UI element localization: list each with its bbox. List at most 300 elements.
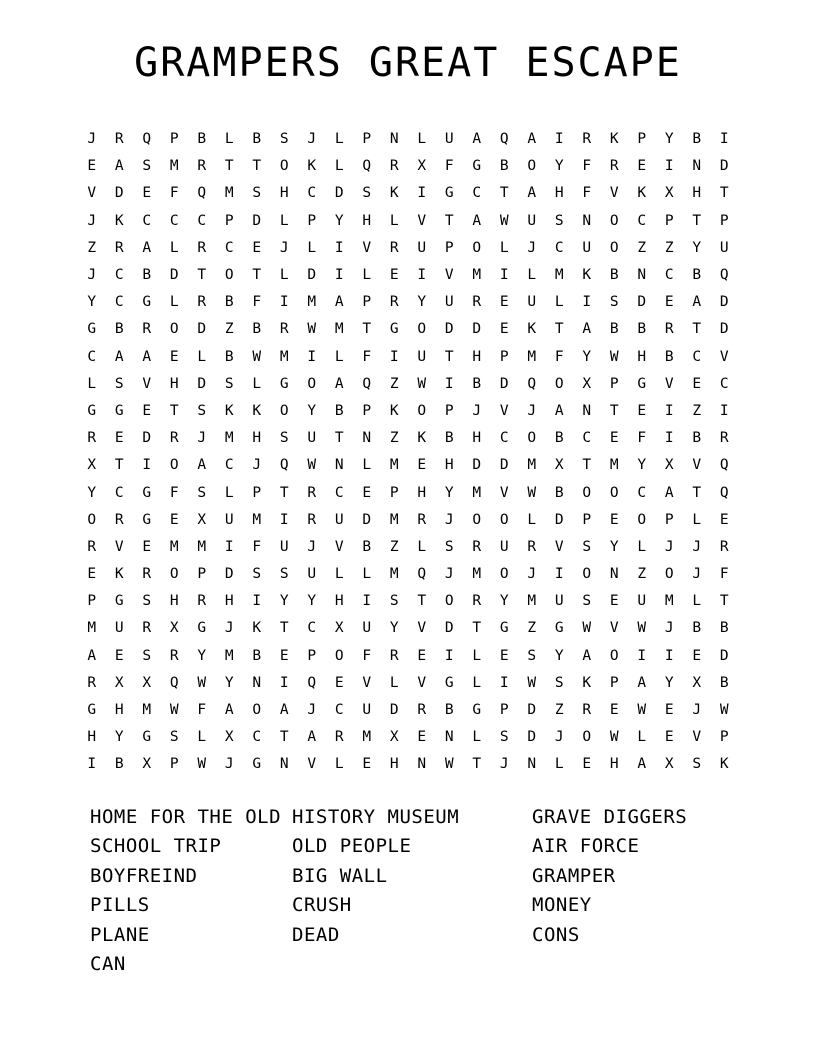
grid-cell: R [472,593,482,610]
grid-cell: C [719,375,729,392]
grid-cell: L [417,538,427,555]
grid-cell: O [527,430,537,447]
grid-cell: Q [169,674,179,691]
grid-cell: F [197,702,207,719]
grid-cell: T [417,593,427,610]
grid-cell: Q [719,484,729,501]
grid-cell: W [499,212,509,229]
grid-cell: T [197,267,207,284]
grid-cell: A [307,729,317,746]
grid-cell: F [252,294,262,311]
grid-cell: X [169,620,179,637]
grid-cell: F [582,158,592,175]
grid-cell: A [114,158,124,175]
grid-cell: B [362,538,372,555]
grid-cell: C [307,620,317,637]
grid-cell: A [582,647,592,664]
grid-cell: I [499,674,509,691]
grid-cell: N [582,212,592,229]
grid-cell: O [472,511,482,528]
grid-cell: I [664,158,674,175]
grid-cell: K [114,566,124,583]
grid-cell: R [527,538,537,555]
grid-cell: E [169,348,179,365]
grid-cell: R [169,430,179,447]
grid-cell: J [692,538,702,555]
word-list-item: BOYFREIND [90,864,198,887]
grid-row [78,289,738,316]
grid-cell: Q [362,158,372,175]
grid-cell: K [114,212,124,229]
grid-cell: X [554,457,564,474]
grid-cell: O [444,593,454,610]
grid-cell: H [417,484,427,501]
grid-cell: M [169,538,179,555]
grid-cell: E [692,375,702,392]
grid-cell: A [334,294,344,311]
grid-cell: V [719,348,729,365]
grid-cell: O [169,566,179,583]
grid-cell: H [362,212,372,229]
grid-cell: S [114,375,124,392]
word-list-item: DEAD [292,923,340,946]
grid-cell: D [142,430,152,447]
grid-cell: I [362,593,372,610]
page-title: GRAMPERS GREAT ESCAPE [134,40,682,86]
grid-cell: O [279,402,289,419]
grid-cell: S [527,647,537,664]
word-list-item: HOME FOR THE OLD [90,805,282,828]
grid-cell: L [334,348,344,365]
grid-cell: S [609,294,619,311]
grid-cell: N [692,158,702,175]
grid-cell: L [169,294,179,311]
grid-cell: O [307,375,317,392]
grid-cell: A [554,402,564,419]
grid-cell: R [87,538,97,555]
grid-cell: J [664,538,674,555]
grid-cell: F [169,484,179,501]
grid-cell: R [197,158,207,175]
grid-cell: S [279,430,289,447]
grid-cell: R [609,158,619,175]
grid-cell: R [197,239,207,256]
grid-cell: I [279,511,289,528]
grid-cell: P [444,402,454,419]
grid-cell: C [114,294,124,311]
grid-row [78,235,738,262]
grid-cell: P [197,566,207,583]
grid-cell: L [334,158,344,175]
grid-cell: H [279,185,289,202]
grid-cell: C [499,430,509,447]
grid-cell: H [169,375,179,392]
grid-cell: H [87,729,97,746]
grid-cell: Q [142,131,152,148]
grid-cell: Y [334,212,344,229]
grid-cell: N [527,756,537,773]
grid-cell: V [692,457,702,474]
grid-cell: T [252,158,262,175]
grid-cell: S [252,566,262,583]
grid-cell: E [664,294,674,311]
grid-cell: L [197,729,207,746]
grid-cell: G [279,375,289,392]
grid-cell: O [582,484,592,501]
grid-cell: L [389,212,399,229]
grid-cell: W [197,756,207,773]
grid-cell: J [279,239,289,256]
grid-cell: I [307,348,317,365]
grid-cell: Z [527,620,537,637]
grid-cell: V [334,538,344,555]
grid-cell: U [637,593,647,610]
grid-row [78,534,738,561]
grid-cell: D [527,729,537,746]
grid-cell: S [389,593,399,610]
grid-cell: J [664,620,674,637]
grid-cell: N [609,566,619,583]
grid-cell: I [664,402,674,419]
grid-cell: Y [417,294,427,311]
grid-cell: R [719,430,729,447]
grid-cell: R [87,674,97,691]
grid-cell: X [197,511,207,528]
grid-cell: U [334,511,344,528]
grid-cell: R [389,158,399,175]
grid-cell: U [224,511,234,528]
grid-cell: P [252,484,262,501]
grid-row [78,697,738,724]
grid-cell: J [224,620,234,637]
grid-cell: V [114,538,124,555]
grid-cell: Y [664,131,674,148]
grid-cell: Y [279,593,289,610]
grid-cell: R [417,511,427,528]
grid-cell: J [307,538,317,555]
grid-cell: Z [664,239,674,256]
grid-cell: P [169,756,179,773]
grid-cell: U [444,294,454,311]
grid-cell: A [527,185,537,202]
word-list-item: AIR FORCE [532,835,640,857]
grid-cell: E [114,647,124,664]
grid-cell: X [664,756,674,773]
grid-cell: G [87,702,97,719]
grid-cell: B [664,348,674,365]
grid-cell: P [719,729,729,746]
grid-cell: R [142,566,152,583]
grid-cell: D [499,375,509,392]
grid-cell: P [307,212,317,229]
grid-cell: H [692,185,702,202]
grid-cell: Y [609,538,619,555]
grid-cell: C [142,212,152,229]
grid-cell: I [444,375,454,392]
grid-cell: A [664,484,674,501]
grid-cell: D [224,566,234,583]
grid-cell: P [499,348,509,365]
grid-cell: C [224,239,234,256]
grid-cell: L [279,267,289,284]
grid-cell: O [279,158,289,175]
grid-cell: G [554,620,564,637]
grid-row [78,479,738,506]
grid-cell: C [87,348,97,365]
grid-cell: A [637,756,647,773]
grid-cell: H [472,430,482,447]
word-list-item: GRAVE DIGGERS [532,805,688,828]
grid-cell: G [637,375,647,392]
grid-cell: V [664,375,674,392]
grid-cell: A [114,348,124,365]
grid-cell: Y [224,674,234,691]
grid-cell: S [142,593,152,610]
grid-cell: Z [637,566,647,583]
grid-cell: M [224,430,234,447]
grid-cell: R [307,484,317,501]
grid-cell: M [664,593,674,610]
grid-cell: F [637,430,647,447]
grid-cell: T [279,484,289,501]
grid-cell: O [169,457,179,474]
grid-cell: L [279,212,289,229]
grid-cell: G [197,620,207,637]
grid-cell: W [637,702,647,719]
grid-cell: J [692,702,702,719]
grid-cell: O [664,566,674,583]
grid-cell: D [362,511,372,528]
grid-cell: S [279,566,289,583]
grid-cell: T [169,402,179,419]
grid-cell: M [279,348,289,365]
grid-cell: V [499,402,509,419]
grid-cell: L [307,239,317,256]
grid-cell: Z [389,538,399,555]
grid-cell: H [114,702,124,719]
grid-cell: T [609,402,619,419]
grid-cell: E [609,511,619,528]
grid-cell: V [307,756,317,773]
grid-cell: L [499,239,509,256]
grid-cell: X [114,674,124,691]
grid-cell: V [417,212,427,229]
grid-cell: I [279,674,289,691]
grid-cell: P [362,402,372,419]
grid-row [78,588,738,615]
grid-cell: Y [307,593,317,610]
grid-cell: H [554,185,564,202]
grid-cell: E [664,702,674,719]
word-list-item: CAN [90,953,126,975]
grid-cell: D [334,185,344,202]
grid-cell: M [609,457,619,474]
grid-cell: K [389,402,399,419]
grid-cell: L [197,348,207,365]
grid-cell: B [719,674,729,691]
grid-cell: Y [664,674,674,691]
grid-cell: P [444,239,454,256]
word-search-grid [78,126,738,779]
grid-cell: K [527,321,537,338]
grid-cell: S [142,158,152,175]
grid-cell: T [334,430,344,447]
grid-cell: L [334,756,344,773]
grid-cell: B [719,620,729,637]
grid-row [78,561,738,588]
grid-cell: X [389,729,399,746]
grid-cell: E [609,430,619,447]
grid-cell: A [692,294,702,311]
grid-cell: Y [307,402,317,419]
grid-cell: J [197,430,207,447]
grid-cell: M [389,511,399,528]
grid-cell: I [637,647,647,664]
grid-cell: M [472,267,482,284]
grid-cell: C [252,729,262,746]
grid-cell: V [692,729,702,746]
grid-cell: O [527,158,537,175]
grid-cell: L [334,566,344,583]
grid-cell: P [637,131,647,148]
grid-cell: E [142,185,152,202]
grid-cell: U [582,239,592,256]
grid-cell: B [197,131,207,148]
grid-cell: P [499,702,509,719]
grid-cell: M [527,348,537,365]
grid-cell: N [582,402,592,419]
grid-cell: R [142,620,152,637]
grid-cell: M [307,294,317,311]
grid-cell: R [114,131,124,148]
grid-cell: Y [87,484,97,501]
grid-cell: I [417,185,427,202]
grid-cell: I [389,348,399,365]
grid-cell: I [664,430,674,447]
grid-cell: Y [637,457,647,474]
grid-cell: D [499,457,509,474]
grid-cell: B [224,348,234,365]
word-list-column-1 [52,803,292,980]
grid-cell: D [114,185,124,202]
grid-cell: P [87,593,97,610]
word-list-item: MONEY [532,894,592,916]
grid-cell: W [307,321,317,338]
grid-cell: H [472,348,482,365]
grid-cell: S [444,538,454,555]
grid-cell: U [114,620,124,637]
grid-cell: J [527,566,537,583]
grid-cell: G [444,674,454,691]
grid-cell: Z [692,402,702,419]
grid-row [78,425,738,452]
grid-cell: T [719,593,729,610]
grid-cell: P [307,647,317,664]
grid-cell: Z [637,239,647,256]
grid-cell: V [417,620,427,637]
grid-cell: T [444,212,454,229]
grid-cell: E [609,593,619,610]
grid-cell: Y [499,593,509,610]
grid-cell: Y [444,484,454,501]
grid-cell: G [87,321,97,338]
grid-cell: G [114,402,124,419]
grid-cell: B [444,702,454,719]
grid-cell: I [719,402,729,419]
word-list-item: BIG WALL [292,864,388,887]
grid-cell: M [197,538,207,555]
grid-cell: U [362,702,372,719]
grid-cell: D [444,321,454,338]
grid-row [78,452,738,479]
grid-cell: K [609,131,619,148]
grid-cell: U [362,620,372,637]
grid-cell: E [362,756,372,773]
grid-cell: L [637,729,647,746]
grid-cell: L [362,267,372,284]
grid-cell: N [362,430,372,447]
grid-cell: G [389,321,399,338]
grid-cell: Q [197,185,207,202]
grid-cell: O [637,511,647,528]
grid-cell: H [252,430,262,447]
grid-cell: E [142,538,152,555]
grid-cell: B [499,158,509,175]
grid-cell: E [362,484,372,501]
grid-cell: W [527,674,537,691]
grid-cell: S [197,402,207,419]
grid-cell: L [334,131,344,148]
grid-cell: I [664,647,674,664]
grid-cell: C [307,185,317,202]
grid-cell: R [389,239,399,256]
grid-cell: E [142,402,152,419]
grid-cell: R [389,647,399,664]
grid-cell: E [87,158,97,175]
grid-cell: P [362,294,372,311]
grid-cell: L [252,375,262,392]
grid-cell: F [719,566,729,583]
grid-cell: G [142,484,152,501]
grid-cell: L [362,457,372,474]
word-list-item: SCHOOL TRIP [90,835,222,857]
grid-cell: D [252,212,262,229]
grid-cell: X [417,158,427,175]
grid-cell: M [527,457,537,474]
grid-cell: J [554,729,564,746]
grid-cell: L [224,131,234,148]
grid-cell: Y [692,239,702,256]
grid-cell: X [692,674,702,691]
grid-cell: U [527,212,537,229]
grid-cell: R [279,321,289,338]
grid-cell: C [334,484,344,501]
grid-cell: S [554,674,564,691]
grid-cell: R [417,702,427,719]
grid-cell: I [499,267,509,284]
grid-cell: F [554,348,564,365]
grid-cell: R [142,321,152,338]
word-list-item: CONS [532,923,580,946]
grid-cell: R [114,511,124,528]
grid-cell: B [692,620,702,637]
grid-cell: M [252,511,262,528]
grid-cell: N [252,674,262,691]
grid-cell: Y [554,158,564,175]
grid-cell: W [307,457,317,474]
grid-cell: A [142,239,152,256]
grid-cell: X [142,756,152,773]
